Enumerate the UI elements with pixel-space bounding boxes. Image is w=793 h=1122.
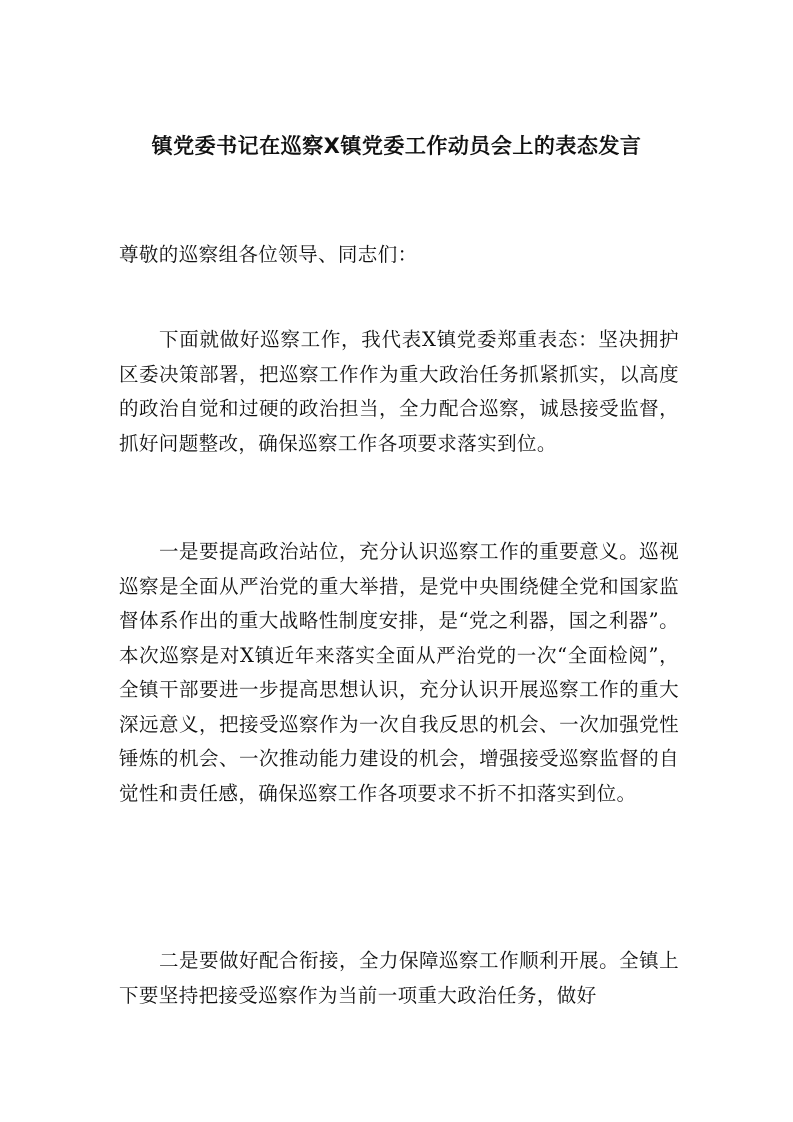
paragraph-2: 一是要提高政治站位，充分认识巡察工作的重要意义。巡视巡察是全面从严治党的重大举措，是党中央围绕健全党和国家监督体系作出的重大战略性制度安排，是“党之利器，国之利器”。本次巡察是对X镇近年来落实全面从严治党的一次“全面检阅”，全镇干部要进一步提高思想认识，充分认识开展巡察工作的重大深远意义，把接受巡察作为一次自我反思的机会、一次加强党性锤炼的机会、一次推动能力建设的机会，增强接受巡察监督的自觉性和责任感，确保巡察工作各项要求不折不扣落实到位。 <box>119 540 679 805</box>
salutation: 尊敬的巡察组各位领导、同志们： <box>119 243 418 266</box>
document-title: 镇党委书记在巡察X镇党委工作动员会上的表态发言 <box>151 134 642 158</box>
paragraph-3: 二是要做好配合衔接，全力保障巡察工作顺利开展。全镇上下要坚持把接受巡察作为当前一项重大政治任务，做好 <box>119 949 679 1007</box>
paragraph-1: 下面就做好巡察工作，我代表X镇党委郑重表态：坚决拥护区委决策部署，把巡察工作作为重大政治任务抓紧抓实，以高度的政治自觉和过硬的政治担当，全力配合巡察，诚恳接受监督，抓好问题整改，确保巡察工作各项要求落实到位。 <box>119 328 679 455</box>
